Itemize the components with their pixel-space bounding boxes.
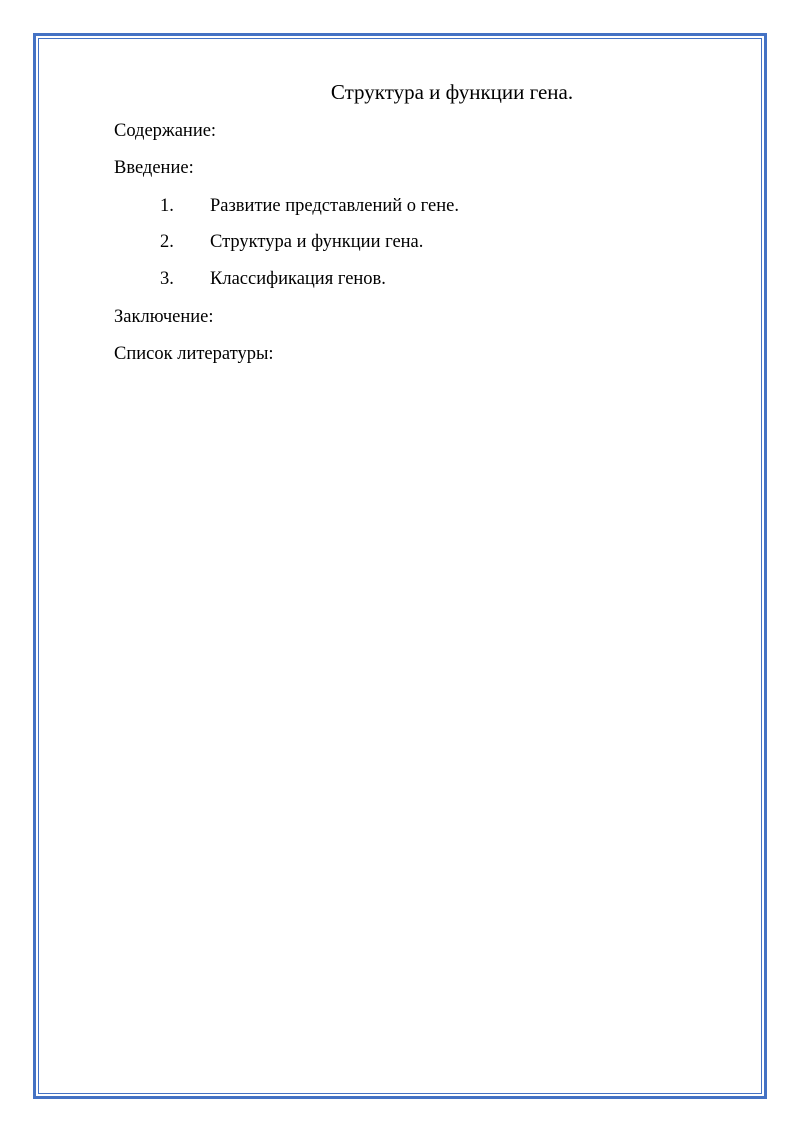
list-item [160, 230, 423, 254]
list-item-number: 3. [160, 269, 174, 289]
contents-heading: Содержание: [114, 121, 217, 141]
intro-heading: Введение: [114, 158, 194, 178]
conclusion-heading: Заключение: [114, 307, 214, 327]
list-item-number: 2. [160, 232, 174, 252]
list-item [160, 194, 459, 218]
list-item [160, 267, 386, 291]
list-item-number: 1. [160, 196, 174, 216]
list-item-text: Развитие представлений о гене. [210, 196, 459, 216]
references-heading: Список литературы: [114, 344, 274, 364]
document-title: Структура и функции гена. [330, 80, 574, 104]
list-item-text: Структура и функции гена. [210, 232, 424, 252]
list-item-text: Классификация генов. [210, 269, 386, 289]
